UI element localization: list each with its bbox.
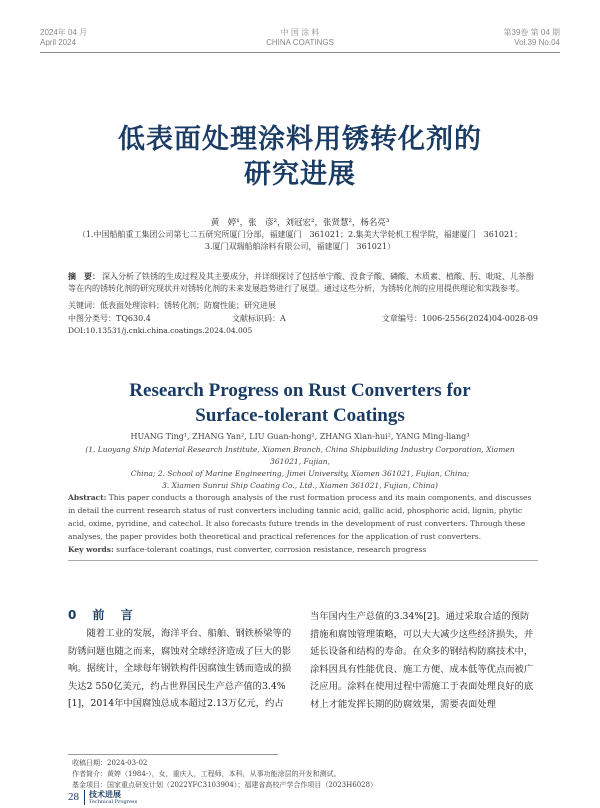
abstract-cn — [68, 270, 538, 295]
body-column-right — [310, 608, 534, 713]
header-journal-cn: 中 国 涂 料 — [280, 28, 320, 37]
keywords-en — [68, 545, 426, 554]
authors-en: HUANG Ting¹, ZHANG Yan², LIU Guan-hong², ZHANG Xian-hui², YANG Ming-liang³ — [130, 432, 470, 441]
header-journal-en: CHINA COATINGS — [266, 38, 334, 47]
header-volume-cn: 第39卷 第 04 期 — [503, 28, 560, 37]
footer-divider — [84, 790, 85, 805]
affiliation-en-line3: 3. Xiamen Sunrui Ship Coating Co., Ltd., Xiamen 361021, Fujian, China) — [162, 481, 438, 490]
header-volume-en: Vol.39 No.04 — [514, 38, 560, 47]
abstract-cn-text: 深入分析了铁锈的生成过程及其主要成分，并详细探讨了包括单宁酸、没食子酸、磷酸、木质素、植酸、肟、吡啶、儿茶酚等在内的锈转化剂的研究现状并对锈转化剂的未来发展趋势进行了展望。通过这些分析，为锈转化剂的应用提供理论和实践参考。 — [68, 272, 534, 293]
keywords-en-text: surface-tolerant coatings, rust converter, corrosion resistance, research progress — [116, 545, 427, 554]
body-paragraph-right: 当年国内生产总值的3.34%[2]。通过采取合适的预防措施和腐蚀管理策略，可以大大减少这些经济损失，并延长设备和结构的寿命。在众多的钢结构防腐技术中，涂料因具有性能优良、施工方便、成本低等优点而被广泛应用。涂料在使用过程中需施工于表面处理良好的底材上才能发挥长期的防腐效果，需要表面处理 — [310, 611, 534, 710]
affiliation-en-line2: China; 2. School of Marine Engineering, Jimei University, Xiamen 361021, Fujian, China; — [130, 469, 470, 478]
affiliation-cn — [60, 229, 540, 253]
footnote-rule — [68, 754, 278, 755]
page-number: 28 — [68, 791, 79, 803]
keywords-cn: 关键词：低表面处理涂料；锈转化剂；防腐性能；研究进展 — [68, 301, 276, 310]
header-date-en: April 2024 — [40, 38, 77, 47]
body-paragraph-left: 随着工业的发展，海洋平台、船舶、钢铁桥梁等的防锈问题也随之而来，腐蚀对全球经济造成了巨大的影响。据统计，全球每年钢铁构件因腐蚀生锈而造成的损失达2 550亿美元，约占世界国民生产总产值的3.4%[1]，2014年中国腐蚀总成本超过2.13万亿元，约占 — [68, 628, 292, 709]
section-name-cn: 技术进展 — [89, 790, 121, 799]
abstract-cn-label: 摘 要： — [68, 271, 100, 281]
title-en-line1: Research Progress on Rust Converters for — [129, 380, 471, 401]
footnote-fund: 基金项目：国家重点研发计划（2022YFC3103904）；福建省高校产学合作项目（2023H6028） — [72, 781, 378, 789]
section-name-en: Technical Progress — [89, 799, 138, 805]
header-volume — [504, 28, 560, 48]
body-column-left — [68, 625, 292, 713]
title-cn-line1: 低表面处理涂料用锈转化剂的 — [118, 124, 482, 155]
authors-cn: 黄 婷¹，张 彦²，刘冠宏²，张贤慧²，杨名亮³ — [210, 218, 390, 228]
affiliation-en-line1: (1. Luoyang Ship Material Research Institute, Xiamen Branch, China Shipbuilding Industry Corporation, Xiamen 361021, Fujian, — [85, 445, 515, 466]
title-cn — [0, 122, 600, 192]
affiliation-cn-line1: （1.中国船舶重工集团公司第七二五研究所厦门分部，福建厦门 361021；2.集美大学轮机工程学院，福建厦门 361021； — [77, 230, 523, 239]
section-heading: 0 前 言 — [68, 608, 139, 622]
title-en — [0, 378, 600, 428]
document-id: 文献标识码：A — [232, 314, 286, 323]
keywords-en-label: Key words: — [68, 545, 114, 554]
abstract-en-text: This paper conducts a thorough analysis of the rust formation process and its main components, and discusses in detail the current research status of rust converters including tannic acid, gallic acid, phosphoric acid, lignin, phytic acid, oxime, pyridine, and catechol. It also forecasts future trends in the development of rust converters. Through these analyses, the paper provides both theoretical and practical references for the application of rust converters. — [68, 493, 532, 541]
footnote-received: 收稿日期：2024-03-02 — [72, 759, 148, 767]
footnote-author: 作者简介：黄婷（1984-），女，重庆人，工程师，本科，从事功能涂层的开发和测试。 — [72, 770, 341, 778]
title-cn-line2: 研究进展 — [244, 159, 356, 190]
header-rule — [40, 52, 560, 53]
title-en-line2: Surface-tolerant Coatings — [195, 405, 405, 426]
affiliation-cn-line2: 3.厦门双瑞船舶涂料有限公司，福建厦门 361021） — [204, 242, 396, 251]
article-number: 文章编号：1006-2556(2024)04-0028-09 — [381, 314, 538, 323]
clc-number: 中图分类号：TQ630.4 — [68, 314, 151, 323]
doi: DOI:10.13531/j.cnki.china.coatings.2024.04.005 — [68, 326, 253, 335]
header-date-cn: 2024年 04 月 — [40, 28, 88, 37]
abstract-en — [68, 491, 538, 543]
section-divider — [68, 560, 538, 561]
affiliation-en — [70, 444, 530, 492]
abstract-en-label: Abstract: — [68, 493, 107, 502]
